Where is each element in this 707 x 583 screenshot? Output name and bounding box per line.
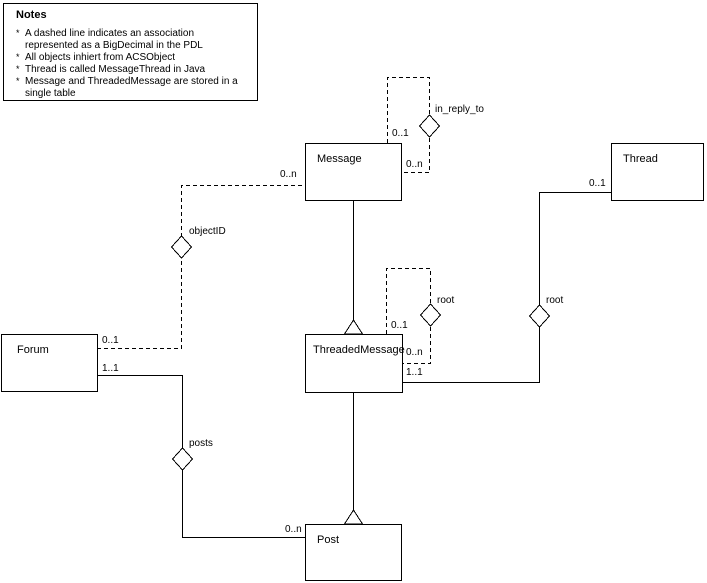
entity-label: Message [317, 153, 362, 165]
note-text: Message and ThreadedMessage are stored in a single table [25, 76, 238, 99]
mult-root-self-side: 0..n [406, 347, 423, 358]
entity-threadedmessage[interactable] [305, 334, 403, 393]
note-text: All objects inhiert from ACSObject [25, 52, 176, 63]
note-text: Thread is called MessageThread in Java [25, 64, 206, 75]
generalization-triangle-threadedmessage [345, 320, 363, 334]
bullet-icon: * [16, 28, 20, 38]
association-label-root-self: root [437, 295, 455, 306]
notes-box [3, 3, 258, 101]
association-label-posts: posts [189, 438, 213, 449]
mult-posts-post: 0..n [285, 524, 302, 535]
mult-objectid-message: 0..n [280, 169, 297, 180]
mult-posts-forum: 1..1 [102, 363, 119, 374]
mult-in-reply-to-side: 0..n [406, 159, 423, 170]
mult-root-threadedmessage: 1..1 [406, 367, 423, 378]
root-thread-association-line [402, 193, 611, 383]
root-thread-diamond [530, 305, 550, 327]
mult-root-thread: 0..1 [589, 178, 606, 189]
entity-label: Thread [623, 153, 658, 165]
entity-post[interactable] [305, 524, 402, 581]
root-self-diamond [421, 304, 441, 326]
mult-objectid-forum: 0..1 [102, 335, 119, 346]
entity-label: ThreadedMessage [313, 344, 405, 356]
bullet-icon: * [16, 52, 20, 62]
entity-forum[interactable] [1, 334, 98, 392]
association-label-root-thread: root [546, 295, 564, 306]
objectid-association-line [97, 186, 305, 349]
in-reply-to-diamond [420, 115, 440, 137]
note-item [16, 64, 249, 76]
note-item [16, 52, 249, 64]
mult-in-reply-to-top: 0..1 [392, 128, 409, 139]
entity-label: Post [317, 534, 340, 546]
entity-label: Forum [17, 344, 49, 356]
note-item [16, 28, 249, 52]
posts-association-line [97, 376, 305, 538]
objectid-diamond [172, 236, 192, 258]
note-text: A dashed line indicates an association represented as a BigDecimal in the PDL [25, 28, 203, 51]
association-label-objectid: objectID [189, 226, 226, 237]
mult-root-self-top: 0..1 [391, 320, 408, 331]
association-label-in-reply-to: in_reply_to [435, 104, 484, 115]
entity-thread[interactable] [611, 143, 704, 201]
note-item [16, 76, 249, 100]
posts-diamond [173, 448, 193, 470]
notes-title: Notes [16, 9, 47, 21]
generalization-triangle-post [345, 510, 363, 524]
bullet-icon: * [16, 64, 20, 74]
entity-message[interactable] [305, 143, 402, 201]
bullet-icon: * [16, 76, 20, 86]
